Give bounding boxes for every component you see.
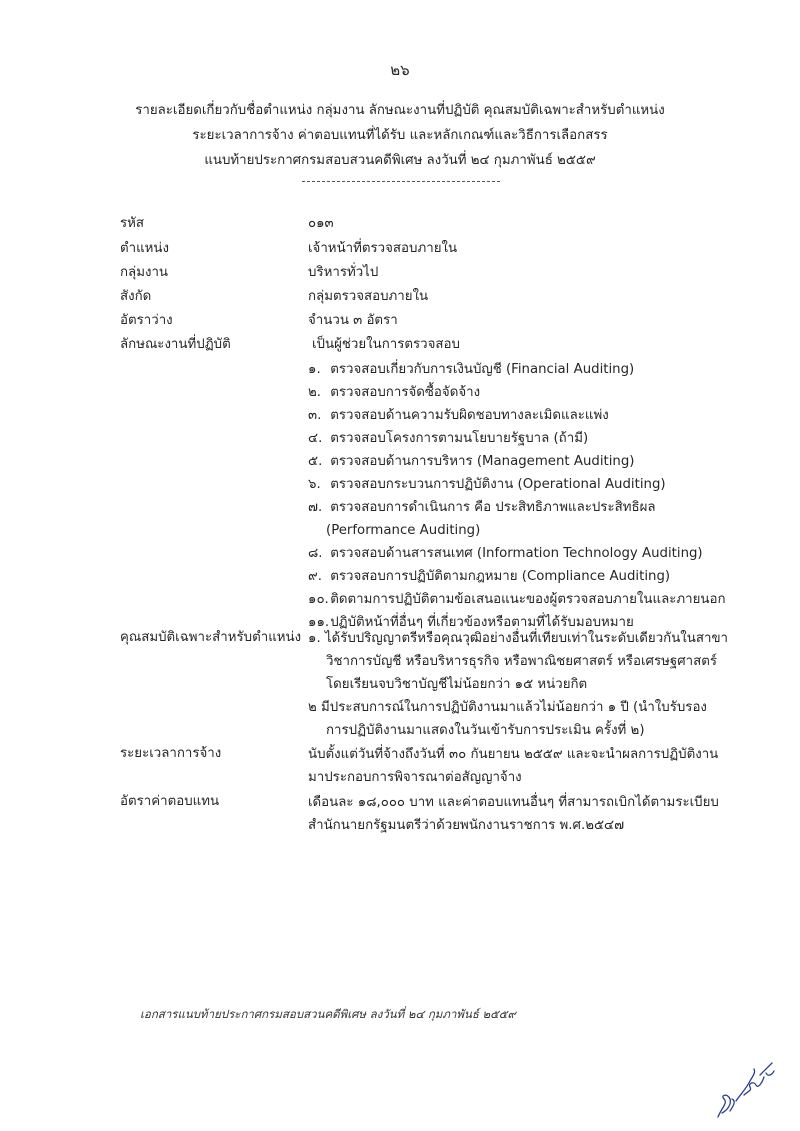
duty-item: [308, 381, 726, 404]
group-label: กลุ่มงาน: [120, 265, 169, 280]
header-line-1: รายละเอียดเกี่ยวกับชื่อตำแหน่ง กลุ่มงาน ลักษณะงานที่ปฏิบัติ คุณสมบัติเฉพาะสำหรับตำแหน่ง: [135, 103, 665, 118]
group-value: บริหารทั่วไป: [308, 265, 379, 280]
employment-period-line-1: นับตั้งแต่วันที่จ้างถึงวันที่ ๓๐ กันยายน ๒๕๕๙ และจะนำผลการปฏิบัติงาน: [308, 747, 719, 762]
duty-number: ๔.: [308, 431, 323, 446]
duty-number: ๑๐.: [308, 592, 329, 607]
duty-text: ติดตามการปฏิบัติตามข้อเสนอแนะของผู้ตรวจสอบภายในและภายนอก: [330, 592, 726, 607]
affiliation-value: กลุ่มตรวจสอบภายใน: [308, 289, 429, 304]
compensation-label: อัตราค่าตอบแทน: [120, 794, 220, 809]
duty-text: ตรวจสอบเกี่ยวกับการเงินบัญชี (Financial Auditing): [330, 362, 635, 377]
employment-period-label: ระยะเวลาการจ้าง: [120, 746, 222, 761]
duty-text: ปฏิบัติหน้าที่อื่นๆ ที่เกี่ยวข้องหรือตามที่ได้รับมอบหมาย: [330, 615, 634, 630]
duty-item: [308, 427, 726, 450]
signature: [710, 1055, 780, 1129]
duty-item: [308, 358, 726, 381]
duty-number: ๑.: [308, 362, 321, 377]
affiliation-label: สังกัด: [120, 289, 152, 304]
code-value: ๐๑๓: [308, 216, 334, 231]
compensation-line-1: เดือนละ ๑๘,๐๐๐ บาท และค่าตอบแทนอื่นๆ ที่สามารถเบิกได้ตามระเบียบ: [308, 795, 719, 810]
duty-item: [308, 473, 726, 496]
duty-item: [308, 450, 726, 473]
duty-text: ตรวจสอบโครงการตามนโยบายรัฐบาล (ถ้ามี): [330, 431, 589, 446]
position-value: เจ้าหน้าที่ตรวจสอบภายใน: [308, 241, 458, 256]
footer-note: เอกสารแนบท้ายประกาศกรมสอบสวนคดีพิเศษ ลงวันที่ ๒๔ กุมภาพันธ์ ๒๕๕๙: [140, 1007, 516, 1021]
qualification-line: โดยเรียนจบวิชาบัญชีไม่น้อยกว่า ๑๕ หน่วยกิต: [326, 677, 588, 692]
duty-number: ๑๑.: [308, 615, 330, 630]
duties-list: [308, 358, 726, 634]
qualification-line: วิชาการบัญชี หรือบริหารธุรกิจ หรือพาณิชยศาสตร์ หรือเศรษฐศาสตร์: [326, 654, 718, 669]
duty-text: ตรวจสอบด้านความรับผิดชอบทางละเมิดและแพ่ง: [330, 408, 609, 423]
duty-text: ตรวจสอบด้านสารสนเทศ (Information Technology Auditing): [330, 546, 703, 561]
qualifications-list: [308, 627, 728, 742]
compensation-value: [308, 791, 719, 837]
duty-item: [308, 542, 726, 565]
qualification-line: ๑. ได้รับปริญญาตรีหรือคุณวุฒิอย่างอื่นที่เทียบเท่าในระดับเดียวกันในสาขา: [308, 631, 729, 646]
duty-number: ๗.: [308, 500, 323, 515]
duty-text: ตรวจสอบกระบวนการปฏิบัติงาน (Operational Auditing): [330, 477, 666, 492]
duty-number: ๖.: [308, 477, 321, 492]
duty-item: [308, 588, 726, 611]
document-header: [0, 98, 800, 173]
qualification-line: การปฏิบัติงานมาแสดงในวันเข้ารับการประเมิน ครั้งที่ ๒): [326, 723, 645, 738]
position-label: ตำแหน่ง: [120, 241, 170, 256]
duty-text: ตรวจสอบด้านการบริหาร (Management Auditing): [330, 454, 635, 469]
header-line-2: ระยะเวลาการจ้าง ค่าตอบแทนที่ได้รับ และหลักเกณฑ์และวิธีการเลือกสรร: [192, 128, 608, 143]
qualifications-label: คุณสมบัติเฉพาะสำหรับตำแหน่ง: [120, 630, 302, 645]
duty-number: ๘.: [308, 546, 323, 561]
code-label: รหัส: [120, 216, 145, 231]
signature-mark: [710, 1055, 780, 1125]
duties-intro: เป็นผู้ช่วยในการตรวจสอบ: [312, 337, 460, 352]
vacancy-value: จำนวน ๓ อัตรา: [308, 313, 398, 328]
duty-number: ๕.: [308, 454, 323, 469]
duty-item-continuation: [308, 519, 726, 542]
duty-text: ตรวจสอบการดำเนินการ คือ ประสิทธิภาพและประสิทธิผล: [330, 500, 656, 515]
duty-text: ตรวจสอบการปฏิบัติตามกฎหมาย (Compliance Auditing): [330, 569, 671, 584]
header-line-3: แนบท้ายประกาศกรมสอบสวนคดีพิเศษ ลงวันที่ ๒๔ กุมภาพันธ์ ๒๕๕๙: [204, 153, 596, 168]
duty-number: ๙.: [308, 569, 322, 584]
qualification-line: ๒ มีประสบการณ์ในการปฏิบัติงานมาแล้วไม่น้อยกว่า ๑ ปี (นำใบรับรอง: [308, 700, 707, 715]
vacancy-label: อัตราว่าง: [120, 313, 173, 328]
duty-number: ๒.: [308, 385, 321, 400]
employment-period-value: [308, 743, 718, 789]
duty-text: (Performance Auditing): [326, 523, 481, 538]
compensation-line-2: สำนักนายกรัฐมนตรีว่าด้วยพนักงานราชการ พ.ศ.๒๕๔๗: [308, 818, 625, 833]
duty-item: [308, 496, 726, 519]
page-number: ๒๖: [390, 61, 410, 79]
duty-item: [308, 565, 726, 588]
duty-item: [308, 404, 726, 427]
duties-label: ลักษณะงานที่ปฏิบัติ: [120, 337, 231, 352]
duty-text: ตรวจสอบการจัดซื้อจัดจ้าง: [330, 385, 481, 400]
employment-period-line-2: มาประกอบการพิจารณาต่อสัญญาจ้าง: [308, 770, 522, 785]
duty-number: ๓.: [308, 408, 322, 423]
header-divider: [302, 181, 500, 182]
